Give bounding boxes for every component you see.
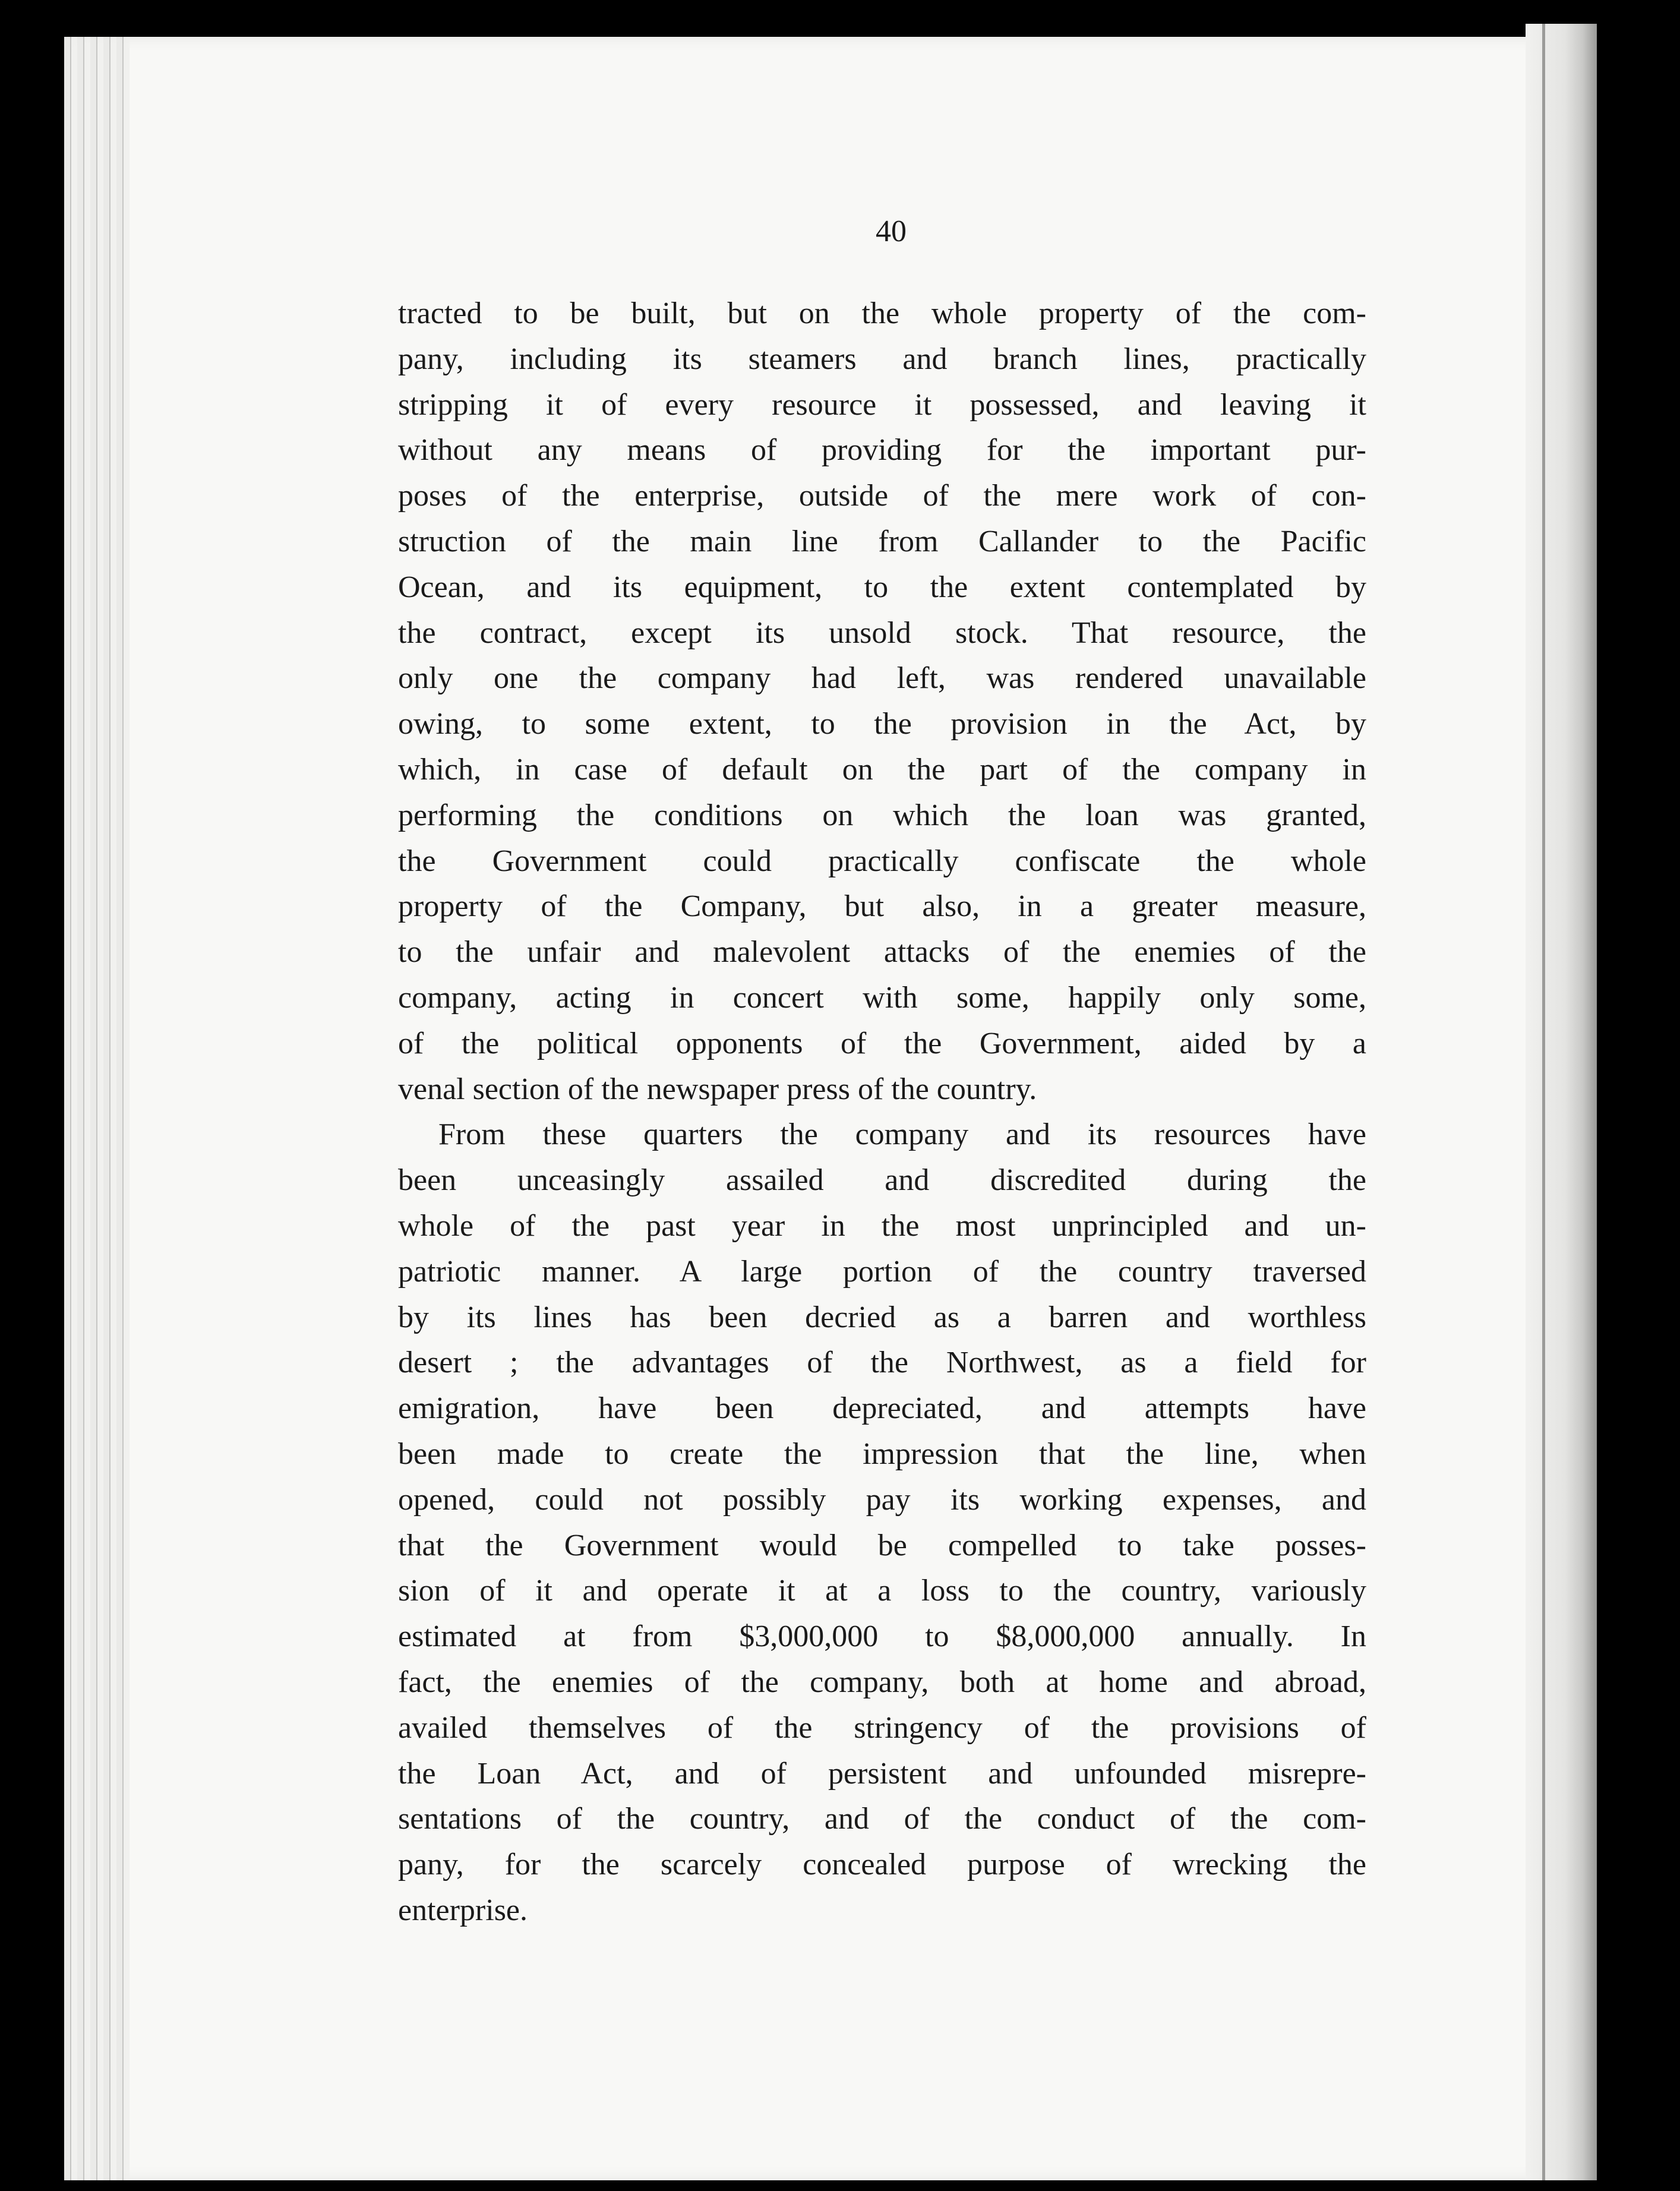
text-line: whole of the past year in the most unprincipled and un-: [398, 1208, 1366, 1243]
text-line: desert ; the advantages of the Northwest, as a field for: [398, 1346, 1366, 1380]
text-line: struction of the main line from Callander to the Pacific: [398, 524, 1366, 558]
text-line: stripping it of every resource it possessed, and leaving it: [398, 387, 1366, 422]
text-line: of the political opponents of the Government, aided by a: [398, 1026, 1366, 1060]
text-line: pany, for the scarcely concealed purpose of wrecking the: [398, 1848, 1366, 1882]
page-number: 40: [876, 214, 907, 248]
text-line: that the Government would be compelled to take posses-: [398, 1528, 1366, 1562]
text-line: patriotic manner. A large portion of the country traversed: [398, 1254, 1366, 1289]
text-line: only one the company had left, was rendered unavailable: [398, 661, 1366, 696]
paragraph-start-line: From these quarters the company and its resources have: [438, 1117, 1366, 1152]
scan-border-right: [1597, 0, 1680, 2191]
text-line: been made to create the impression that the line, when: [398, 1437, 1366, 1471]
spine-edge-line: [1542, 24, 1545, 2180]
text-line: fact, the enemies of the company, both at home and abroad,: [398, 1665, 1366, 1699]
text-line: Ocean, and its equipment, to the extent contemplated by: [398, 570, 1366, 604]
text-line: opened, could not possibly pay its working expenses, and: [398, 1482, 1366, 1517]
text-line: by its lines has been decried as a barren and worthless: [398, 1300, 1366, 1334]
text-line: sentations of the country, and of the conduct of the com-: [398, 1802, 1366, 1836]
text-line: the contract, except its unsold stock. That resource, the: [398, 615, 1366, 650]
text-line: the Loan Act, and of persistent and unfounded misrepre-: [398, 1756, 1366, 1791]
text-line: tracted to be built, but on the whole property of the com-: [398, 296, 1366, 330]
text-line: without any means of providing for the important pur-: [398, 433, 1366, 468]
page-stack-edges: [64, 37, 130, 2180]
paragraph-end-line: enterprise.: [398, 1893, 528, 1927]
text-line: availed themselves of the stringency of the provisions of: [398, 1710, 1366, 1745]
text-line: poses of the enterprise, outside of the mere work of con-: [398, 479, 1366, 513]
text-line: emigration, have been depreciated, and attempts have: [398, 1391, 1366, 1426]
paragraph-end-line: venal section of the newspaper press of the country.: [398, 1072, 1037, 1106]
text-line: property of the Company, but also, in a greater measure,: [398, 889, 1366, 924]
text-line: owing, to some extent, to the provision in the Act, by: [398, 707, 1366, 741]
text-line: to the unfair and malevolent attacks of the enemies of the: [398, 935, 1366, 970]
body-text: [398, 291, 1366, 1934]
text-line: pany, including its steamers and branch lines, practically: [398, 342, 1366, 376]
text-line: estimated at from $3,000,000 to $8,000,000 annually. In: [398, 1619, 1366, 1654]
text-line: sion of it and operate it at a loss to the country, variously: [398, 1574, 1366, 1608]
text-line: the Government could practically confiscate the whole: [398, 844, 1366, 878]
text-line: performing the conditions on which the loan was granted,: [398, 798, 1366, 832]
text-line: been unceasingly assailed and discredited during the: [398, 1163, 1366, 1198]
book-spine: [1526, 24, 1597, 2180]
text-line: which, in case of default on the part of the company in: [398, 752, 1366, 787]
text-line: company, acting in concert with some, happily only some,: [398, 980, 1366, 1015]
